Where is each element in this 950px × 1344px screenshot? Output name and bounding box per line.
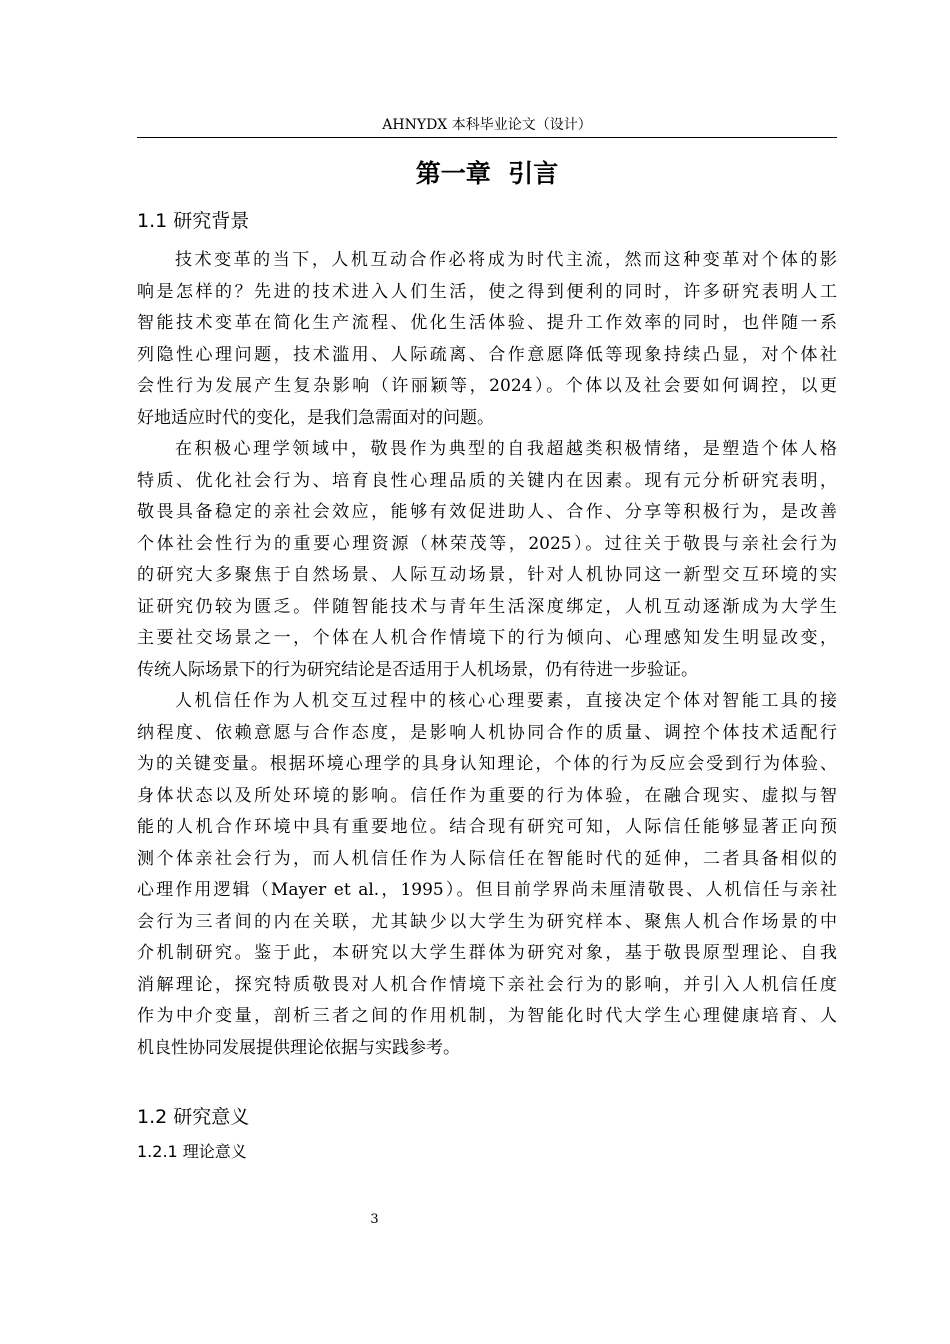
text-line: 测个体亲社会行为，而人机信任作为人际信任在智能时代的延伸，二者具备相似的 [137,848,837,869]
header-rule [137,137,837,138]
text-line: 心理作用逻辑（Mayer et al.，1995）。但目前学界尚未厘清敬畏、人机信任与亲社 [137,880,837,900]
text-line: 个体社会性行为的重要心理资源（林荣茂等，2025）。过往关于敬畏与亲社会行为 [137,533,837,554]
text-line: 介机制研究。鉴于此，本研究以大学生群体为研究对象，基于敬畏原型理论、自我 [137,943,837,963]
text-line: 的研究大多聚焦于自然场景、人际互动场景，针对人机协同这一新型交互环境的实 [137,565,837,585]
section-heading-1-1: 1.1 研究背景 [137,210,250,232]
text-line: 人机信任作为人机交互过程中的核心心理要素，直接决定个体对智能工具的接 [175,691,837,711]
subsection-heading-1-2-1: 1.2.1 理论意义 [137,1142,247,1161]
text-line: 身体状态以及所处环境的影响。信任作为重要的行为体验，在融合现实、虚拟与智 [137,785,837,806]
paragraph-background-1 [137,245,837,434]
text-line: 会行为三者间的内在关联，尤其缺少以大学生为研究样本、聚焦人机合作场景的中 [137,911,837,932]
section-heading-1-2: 1.2 研究意义 [137,1106,250,1128]
text-line: 传统人际场景下的行为研究结论是否适用于人机场景，仍有待进一步验证。 [137,659,698,680]
text-line: 为的关键变量。根据环境心理学的具身认知理论，个体的行为反应会受到行为体验、 [137,754,837,774]
chapter-title: 第一章 引言 [415,159,559,188]
text-line: 会性行为发展产生复杂影响（许丽颖等，2024）。个体以及社会要如何调控，以更 [137,376,837,396]
text-line: 能的人机合作环境中具有重要地位。结合现有研究可知，人际信任能够显著正向预 [137,817,837,837]
paragraph-background-3 [137,686,837,1064]
body-text [137,245,837,1064]
text-line: 智能技术变革在简化生产流程、优化生活体验、提升工作效率的同时，也伴随一系 [137,313,837,333]
text-line: 响是怎样的？先进的技术进入人们生活，使之得到便利的同时，许多研究表明人工 [137,281,837,302]
text-line: 证研究仍较为匮乏。伴随智能技术与青年生活深度绑定，人机互动逐渐成为大学生 [137,596,837,617]
text-line: 特质、优化社会行为、培育良性心理品质的关键内在因素。现有元分析研究表明， [137,470,837,491]
text-line: 敬畏具备稳定的亲社会效应，能够有效促进助人、合作、分享等积极行为，是改善 [137,502,837,522]
running-header: AHNYDX 本科毕业论文（设计） [382,117,592,133]
text-line: 列隐性心理问题，技术滥用、人际疏离、合作意愿降低等现象持续凸显，对个体社 [137,344,837,365]
text-line: 好地适应时代的变化，是我们急需面对的问题。 [137,407,494,428]
text-line: 机良性协同发展提供理论依据与实践参考。 [137,1037,460,1058]
text-line: 作为中介变量，剖析三者之间的作用机制，为智能化时代大学生心理健康培育、人 [137,1006,837,1026]
text-line: 纳程度、依赖意愿与合作态度，是影响人机协同合作的质量、调控个体技术适配行 [137,722,837,743]
text-line: 在积极心理学领域中，敬畏作为典型的自我超越类积极情绪，是塑造个体人格 [175,439,837,459]
page-number: 3 [370,1212,379,1227]
text-line: 主要社交场景之一，个体在人机合作情境下的行为倾向、心理感知发生明显改变， [137,628,837,648]
text-line: 技术变革的当下，人机互动合作必将成为时代主流，然而这种变革对个体的影 [175,250,837,270]
text-line: 消解理论，探究特质敬畏对人机合作情境下亲社会行为的影响，并引入人机信任度 [137,974,837,995]
paragraph-background-2 [137,434,837,686]
